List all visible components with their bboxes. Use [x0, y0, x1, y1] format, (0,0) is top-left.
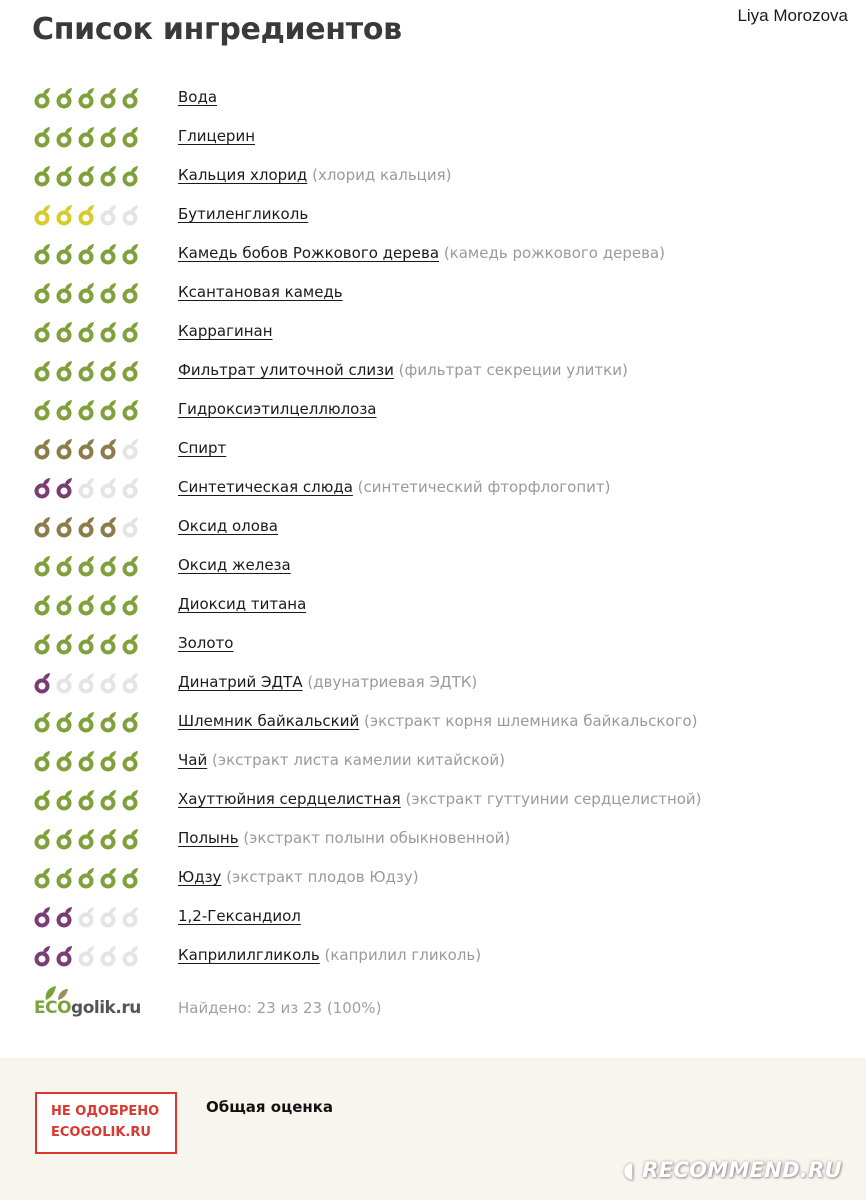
rating-ring-filled-icon — [76, 555, 96, 577]
rating-ring-filled-icon — [76, 789, 96, 811]
ingredient-alias: (двунатриевая ЭДТК) — [307, 673, 478, 691]
rating-ring-empty-icon — [98, 204, 118, 226]
rating-ring-empty-icon — [120, 204, 140, 226]
rating-ring-filled-icon — [32, 126, 52, 148]
rating-icons — [32, 789, 144, 811]
ingredient-row — [0, 507, 866, 546]
rating-icons — [32, 243, 144, 265]
rating-icons — [32, 672, 144, 694]
rating-ring-filled-icon — [32, 165, 52, 187]
watermark-icon: ◖ — [623, 1158, 643, 1182]
rating-icons — [32, 321, 144, 343]
ingredient-text — [178, 868, 419, 886]
rating-ring-empty-icon — [76, 906, 96, 928]
ingredient-row — [0, 312, 866, 351]
rating-ring-filled-icon — [32, 360, 52, 382]
rating-ring-filled-icon — [120, 867, 140, 889]
rating-ring-empty-icon — [98, 477, 118, 499]
ingredient-name-link[interactable]: Оксид железа — [178, 556, 291, 574]
rating-icons — [32, 399, 144, 421]
ingredient-alias: (экстракт плодов Юдзу) — [226, 868, 419, 886]
ingredient-text — [178, 361, 628, 379]
logo-golik-text: golik.ru — [71, 998, 141, 1018]
rating-ring-filled-icon — [54, 204, 74, 226]
rating-icons — [32, 906, 144, 928]
rating-icons — [32, 516, 144, 538]
ingredient-row — [0, 78, 866, 117]
ingredient-name-link[interactable]: Ксантановая камедь — [178, 283, 343, 301]
ingredient-name-link[interactable]: Глицерин — [178, 127, 255, 145]
rating-icons — [32, 867, 144, 889]
rating-ring-filled-icon — [54, 711, 74, 733]
ingredient-text — [178, 790, 702, 808]
ingredient-row — [0, 702, 866, 741]
rating-ring-filled-icon — [54, 477, 74, 499]
rating-ring-filled-icon — [32, 282, 52, 304]
ingredient-name-link[interactable]: Камедь бобов Рожкового дерева — [178, 244, 440, 262]
ingredient-text — [178, 322, 273, 340]
ingredient-row — [0, 741, 866, 780]
ingredient-row — [0, 858, 866, 897]
rating-ring-filled-icon — [54, 828, 74, 850]
not-approved-stamp — [35, 1092, 177, 1154]
ingredient-text — [178, 439, 226, 457]
rating-ring-filled-icon — [54, 399, 74, 421]
ingredient-alias: (хлорид кальция) — [312, 166, 452, 184]
ingredient-text — [178, 88, 217, 106]
rating-icons — [32, 945, 144, 967]
rating-ring-filled-icon — [32, 594, 52, 616]
ingredient-row — [0, 429, 866, 468]
ingredient-row — [0, 936, 866, 975]
ingredient-alias: (экстракт полыни обыкновенной) — [243, 829, 511, 847]
rating-ring-empty-icon — [120, 906, 140, 928]
ingredient-text — [178, 244, 665, 262]
rating-ring-filled-icon — [54, 555, 74, 577]
rating-icons — [32, 750, 144, 772]
ingredient-alias: (экстракт корня шлемника байкальского) — [364, 712, 698, 730]
rating-icons — [32, 126, 144, 148]
rating-ring-filled-icon — [76, 711, 96, 733]
ingredient-name-link[interactable]: Каррагинан — [178, 322, 273, 340]
rating-ring-filled-icon — [120, 399, 140, 421]
rating-ring-filled-icon — [120, 633, 140, 655]
rating-icons — [32, 204, 144, 226]
rating-ring-empty-icon — [120, 945, 140, 967]
rating-ring-filled-icon — [120, 165, 140, 187]
ingredient-text — [178, 205, 308, 223]
ingredient-row — [0, 585, 866, 624]
page-title: Список ингредиентов — [32, 12, 402, 47]
rating-ring-filled-icon — [76, 633, 96, 655]
rating-ring-filled-icon — [120, 282, 140, 304]
rating-ring-filled-icon — [98, 711, 118, 733]
rating-ring-filled-icon — [32, 477, 52, 499]
rating-ring-filled-icon — [120, 360, 140, 382]
rating-ring-filled-icon — [32, 867, 52, 889]
rating-ring-filled-icon — [76, 321, 96, 343]
rating-ring-filled-icon — [54, 243, 74, 265]
rating-icons — [32, 828, 144, 850]
ingredient-name-link[interactable]: Золото — [178, 634, 234, 652]
rating-ring-filled-icon — [76, 126, 96, 148]
rating-ring-filled-icon — [32, 243, 52, 265]
rating-ring-filled-icon — [32, 906, 52, 928]
rating-ring-filled-icon — [120, 243, 140, 265]
rating-ring-filled-icon — [32, 828, 52, 850]
rating-ring-empty-icon — [76, 672, 96, 694]
ingredient-alias: (экстракт гуттуинии сердцелистной) — [405, 790, 702, 808]
rating-ring-filled-icon — [54, 789, 74, 811]
rating-ring-filled-icon — [54, 360, 74, 382]
ingredient-row — [0, 195, 866, 234]
rating-ring-filled-icon — [76, 204, 96, 226]
rating-ring-filled-icon — [54, 126, 74, 148]
ingredient-name-link[interactable]: Каприлилгликоль — [178, 946, 320, 964]
rating-ring-filled-icon — [76, 516, 96, 538]
ingredient-row — [0, 819, 866, 858]
ingredient-text — [178, 166, 452, 184]
rating-ring-empty-icon — [98, 672, 118, 694]
rating-ring-empty-icon — [120, 672, 140, 694]
ingredient-list — [0, 78, 866, 975]
rating-ring-filled-icon — [98, 555, 118, 577]
author-name: Liya Morozova — [737, 6, 848, 25]
rating-ring-filled-icon — [98, 126, 118, 148]
rating-ring-empty-icon — [120, 438, 140, 460]
rating-ring-filled-icon — [98, 321, 118, 343]
rating-ring-filled-icon — [76, 594, 96, 616]
ingredient-row — [0, 624, 866, 663]
ingredient-text — [178, 907, 301, 925]
rating-ring-filled-icon — [98, 360, 118, 382]
ingredient-text — [178, 712, 697, 730]
ingredient-alias: (каприлил гликоль) — [324, 946, 482, 964]
rating-icons — [32, 594, 144, 616]
ingredient-row — [0, 156, 866, 195]
rating-ring-empty-icon — [98, 906, 118, 928]
ingredient-name-link[interactable]: 1,2-Гександиол — [178, 907, 301, 925]
rating-ring-filled-icon — [76, 867, 96, 889]
overall-rating-label: Общая оценка — [206, 1098, 334, 1116]
rating-ring-filled-icon — [54, 321, 74, 343]
ingredient-row — [0, 234, 866, 273]
rating-icons — [32, 555, 144, 577]
rating-ring-filled-icon — [120, 126, 140, 148]
rating-ring-filled-icon — [98, 633, 118, 655]
ingredient-name-link[interactable]: Юдзу — [178, 868, 222, 886]
rating-ring-filled-icon — [54, 867, 74, 889]
rating-icons — [32, 87, 144, 109]
ingredient-row — [0, 780, 866, 819]
rating-ring-filled-icon — [76, 438, 96, 460]
rating-ring-filled-icon — [54, 945, 74, 967]
ingredient-name-link[interactable]: Бутиленгликоль — [178, 205, 309, 223]
rating-ring-filled-icon — [98, 282, 118, 304]
rating-ring-filled-icon — [32, 672, 52, 694]
rating-ring-empty-icon — [54, 672, 74, 694]
ingredient-name-link[interactable]: Синтетическая слюда — [178, 478, 353, 496]
ingredient-text — [178, 283, 343, 301]
rating-ring-filled-icon — [54, 87, 74, 109]
rating-ring-filled-icon — [98, 438, 118, 460]
footer-panel — [0, 1058, 866, 1200]
rating-ring-filled-icon — [98, 867, 118, 889]
rating-ring-filled-icon — [120, 789, 140, 811]
watermark — [623, 1158, 842, 1182]
stamp-line-1: НЕ ОДОБРЕНО — [51, 1104, 160, 1119]
ingredient-name-link[interactable]: Фильтрат улиточной слизи — [178, 361, 394, 379]
ingredient-alias: (камедь рожкового дерева) — [443, 244, 665, 262]
rating-ring-filled-icon — [98, 750, 118, 772]
ecogolik-logo[interactable] — [34, 984, 154, 1024]
ingredient-name-link[interactable]: Чай — [178, 751, 208, 769]
rating-ring-filled-icon — [120, 750, 140, 772]
rating-ring-filled-icon — [120, 87, 140, 109]
rating-ring-filled-icon — [98, 789, 118, 811]
rating-ring-filled-icon — [98, 399, 118, 421]
rating-ring-filled-icon — [32, 516, 52, 538]
rating-ring-filled-icon — [76, 282, 96, 304]
rating-ring-filled-icon — [32, 321, 52, 343]
ingredient-text — [178, 595, 306, 613]
ingredient-row — [0, 897, 866, 936]
rating-icons — [32, 360, 144, 382]
rating-ring-filled-icon — [32, 711, 52, 733]
rating-ring-filled-icon — [32, 555, 52, 577]
rating-ring-filled-icon — [32, 204, 52, 226]
rating-ring-filled-icon — [32, 438, 52, 460]
rating-icons — [32, 282, 144, 304]
ingredient-name-link[interactable]: Гидроксиэтилцеллюлоза — [178, 400, 377, 418]
rating-ring-filled-icon — [32, 399, 52, 421]
rating-ring-filled-icon — [120, 555, 140, 577]
rating-ring-filled-icon — [32, 945, 52, 967]
ingredient-text — [178, 946, 481, 964]
ingredient-row — [0, 546, 866, 585]
rating-ring-filled-icon — [32, 750, 52, 772]
rating-ring-filled-icon — [54, 165, 74, 187]
ingredient-alias: (фильтрат секреции улитки) — [398, 361, 628, 379]
rating-ring-empty-icon — [120, 516, 140, 538]
rating-ring-filled-icon — [120, 594, 140, 616]
ingredient-text — [178, 127, 255, 145]
ingredient-row — [0, 468, 866, 507]
ingredient-row — [0, 273, 866, 312]
ingredient-name-link[interactable]: Динатрий ЭДТА — [178, 673, 303, 691]
ingredient-name-link[interactable]: Кальция хлорид — [178, 166, 308, 184]
rating-ring-empty-icon — [120, 477, 140, 499]
rating-ring-filled-icon — [76, 243, 96, 265]
rating-icons — [32, 711, 144, 733]
ingredient-name-link[interactable]: Хауттюйния сердцелистная — [178, 790, 401, 808]
ingredient-alias: (синтетический фторфлогопит) — [357, 478, 611, 496]
rating-ring-empty-icon — [76, 477, 96, 499]
logo-eco-text: ECO — [34, 998, 72, 1018]
rating-ring-filled-icon — [76, 828, 96, 850]
ingredient-name-link[interactable]: Спирт — [178, 439, 227, 457]
ingredient-row — [0, 117, 866, 156]
ingredient-name-link[interactable]: Оксид олова — [178, 517, 278, 535]
ingredient-text — [178, 634, 233, 652]
ingredient-row — [0, 663, 866, 702]
rating-ring-filled-icon — [76, 750, 96, 772]
ingredient-text — [178, 400, 377, 418]
rating-ring-filled-icon — [98, 243, 118, 265]
rating-ring-filled-icon — [54, 633, 74, 655]
rating-ring-filled-icon — [120, 321, 140, 343]
rating-ring-filled-icon — [54, 750, 74, 772]
rating-ring-filled-icon — [98, 87, 118, 109]
ingredient-text — [178, 478, 611, 496]
rating-ring-filled-icon — [76, 399, 96, 421]
rating-ring-filled-icon — [120, 711, 140, 733]
watermark-text: RECOMMEND.RU — [642, 1158, 842, 1182]
ingredient-name-link[interactable]: Шлемник байкальский — [178, 712, 360, 730]
rating-ring-filled-icon — [76, 87, 96, 109]
ingredient-name-link[interactable]: Вода — [178, 88, 218, 106]
ingredient-text — [178, 751, 505, 769]
rating-ring-filled-icon — [98, 594, 118, 616]
found-count: Найдено: 23 из 23 (100%) — [178, 999, 382, 1017]
rating-ring-filled-icon — [98, 516, 118, 538]
rating-ring-filled-icon — [54, 282, 74, 304]
rating-icons — [32, 165, 144, 187]
ingredient-alias: (экстракт листа камелии китайской) — [212, 751, 505, 769]
rating-ring-filled-icon — [32, 87, 52, 109]
rating-ring-filled-icon — [98, 828, 118, 850]
rating-ring-filled-icon — [54, 594, 74, 616]
ingredient-row — [0, 390, 866, 429]
rating-ring-filled-icon — [54, 516, 74, 538]
stamp-line-2: ECOGOLIK.RU — [51, 1125, 151, 1140]
ingredient-text — [178, 517, 278, 535]
rating-ring-filled-icon — [76, 165, 96, 187]
ingredient-row — [0, 351, 866, 390]
rating-ring-filled-icon — [76, 360, 96, 382]
rating-ring-filled-icon — [32, 789, 52, 811]
rating-ring-filled-icon — [98, 165, 118, 187]
rating-ring-empty-icon — [98, 945, 118, 967]
rating-ring-filled-icon — [32, 633, 52, 655]
rating-ring-filled-icon — [54, 906, 74, 928]
ingredient-text — [178, 673, 477, 691]
ingredient-text — [178, 556, 291, 574]
ingredient-name-link[interactable]: Диоксид титана — [178, 595, 307, 613]
rating-ring-empty-icon — [76, 945, 96, 967]
rating-ring-filled-icon — [54, 438, 74, 460]
rating-icons — [32, 438, 144, 460]
rating-icons — [32, 633, 144, 655]
ingredient-name-link[interactable]: Полынь — [178, 829, 239, 847]
rating-ring-filled-icon — [120, 828, 140, 850]
rating-icons — [32, 477, 144, 499]
ingredient-text — [178, 829, 510, 847]
